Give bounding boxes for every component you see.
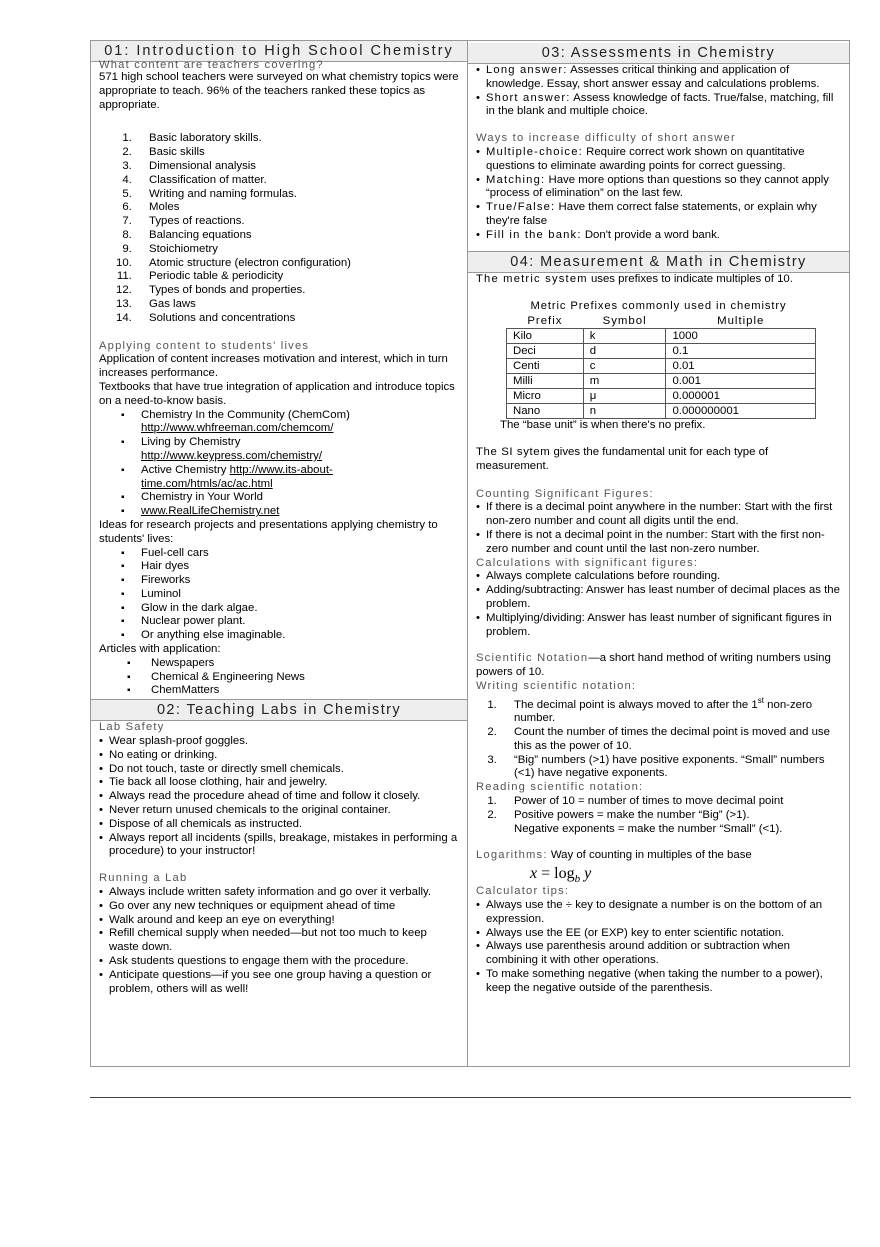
idea-item: ▪ Glow in the dark algae. (141, 602, 459, 616)
writing-step-text: The decimal point is always moved to after the 1 (514, 698, 758, 711)
reading-step: 2. Positive powers = make the number “Big” (>1). Negative exponents = make the number “Small” (<1). (500, 809, 841, 837)
textbooks-list (99, 409, 459, 519)
topic-item: 13. Gas laws (135, 298, 459, 312)
metric-system-desc: uses prefixes to indicate multiples of 10. (587, 272, 793, 285)
topic-item: 5. Writing and naming formulas. (135, 188, 459, 202)
section-04-title: 04: Measurement & Math in Chemistry (468, 251, 849, 273)
textbook-item (141, 464, 459, 492)
difficulty-way-text: Have them correct false statements, or explain why they're false (486, 201, 817, 227)
section-03-title: 03: Assessments in Chemistry (468, 43, 849, 64)
safety-rule: • Tie back all loose clothing, hair and jewelry. (99, 776, 459, 790)
metric-system-label: The metric system (476, 272, 588, 285)
table-row (507, 389, 816, 404)
textbook-name: Living by Chemistry (141, 436, 241, 449)
table-row (507, 344, 816, 359)
formula-base: b (574, 873, 581, 886)
article-item: ▪ ChemMatters (151, 684, 459, 698)
calc-rule: • Always complete calculations before rounding. (476, 570, 841, 584)
topic-item: 12. Types of bonds and properties. (135, 284, 459, 298)
topic-item: 11. Periodic table & periodicity (135, 270, 459, 284)
si-system-desc: gives the fundamental unit for each type of measurement. (476, 445, 769, 472)
logarithms-text (476, 849, 841, 863)
ideas-heading: Ideas for research projects and presentations applying chemistry to students' lives: (99, 518, 438, 545)
table-cell: Centi (507, 359, 584, 374)
safety-rule: • No eating or drinking. (99, 749, 459, 763)
difficulty-way-text: Don't provide a word bank. (581, 228, 720, 241)
metric-system-text (476, 273, 841, 287)
table-cell: c (583, 359, 666, 374)
table-cell: 0.000001 (666, 389, 816, 404)
reading-sci-list (476, 795, 841, 836)
ways-list (476, 146, 841, 243)
lab-safety-heading: Lab Safety (99, 721, 165, 734)
textbook-link[interactable]: www.RealLifeChemistry.net (141, 505, 280, 518)
prefix-table (506, 314, 816, 419)
left-column (91, 41, 468, 1066)
calc-sigfig-heading: Calculations with significant figures: (476, 556, 699, 569)
textbook-name: Active Chemistry (141, 463, 230, 476)
prefix-table-title: Metric Prefixes commonly used in chemistry (530, 300, 787, 313)
safety-rule: • Always read the procedure ahead of time and follow it closely. (99, 790, 459, 804)
writing-step: 2. Count the number of times the decimal point is moved and use this as the power of 10. (500, 726, 841, 754)
difficulty-way (476, 146, 841, 174)
footer-rule (90, 1097, 851, 1098)
counting-sigfig-heading: Counting Significant Figures: (476, 487, 654, 500)
table-cell: 0.001 (666, 374, 816, 389)
applying-text-2: Textbooks that have true integration of application and introduce topics on a need-to-know basis. (99, 380, 455, 407)
running-lab-tip: • Go over any new techniques or equipment ahead of time (99, 900, 459, 914)
table-cell: d (583, 344, 666, 359)
counting-rule: • If there is not a decimal point in the number: Start with the first non-zero number and count until the last non-zero number. (476, 529, 841, 557)
textbook-link[interactable]: http://www.its-about-time.com/htmls/ac/ac.html (141, 463, 333, 490)
safety-rule: • Dispose of all chemicals as instructed. (99, 818, 459, 832)
table-row (507, 374, 816, 389)
difficulty-way (476, 229, 841, 243)
ordinal-superscript: st (757, 695, 764, 705)
idea-item: ▪ Luminol (141, 588, 459, 602)
table-cell: 0.01 (666, 359, 816, 374)
difficulty-way (476, 174, 841, 202)
ideas-list (99, 547, 459, 644)
writing-sci-heading: Writing scientific notation: (476, 679, 637, 692)
topics-list (99, 132, 459, 325)
reference-sheet (90, 40, 850, 1067)
topic-item: 9. Stoichiometry (135, 243, 459, 257)
textbook-item (141, 409, 459, 437)
counting-sigfig-list (476, 501, 841, 556)
difficulty-way (476, 201, 841, 229)
section-01-title: 01: Introduction to High School Chemistry (91, 41, 467, 62)
counting-rule: • If there is a decimal point anywhere in the number: Start with the first non-zero number and count all digits until the end. (476, 501, 841, 529)
si-system-text (476, 446, 841, 474)
answer-type-text: Assesses critical thinking and application of knowledge. Essay, short answer essay and calculations problems. (486, 64, 820, 90)
table-cell: Kilo (507, 329, 584, 344)
textbook-name: Chemistry In the Community (ChemCom) (141, 408, 350, 421)
reading-step: 1. Power of 10 = number of times to move decimal point (500, 795, 841, 809)
answer-type-label: Short answer: (486, 91, 571, 104)
textbook-item (141, 505, 459, 519)
table-row (507, 404, 816, 419)
sci-notation-label: Scientific Notation (476, 652, 589, 665)
table-row (507, 359, 816, 374)
sci-notation-text (476, 652, 841, 680)
running-lab-tip: • Ask students questions to engage them with the procedure. (99, 955, 459, 969)
running-lab-tip: • Walk around and keep an eye on everything! (99, 914, 459, 928)
section-02-title: 02: Teaching Labs in Chemistry (91, 699, 467, 721)
symbol-col-header: Symbol (602, 315, 647, 328)
running-lab-tip: • Always include written safety information and go over it verbally. (99, 886, 459, 900)
log-formula (476, 863, 841, 885)
table-cell: Micro (507, 389, 584, 404)
topic-item: 7. Types of reactions. (135, 215, 459, 229)
running-lab-tip: • Anticipate questions—if you see one group having a question or problem, others will as well! (99, 969, 459, 997)
calculator-tip: • Always use parenthesis around addition or subtraction when combining it with other operations. (476, 940, 841, 968)
table-cell: k (583, 329, 666, 344)
writing-sci-list (476, 694, 841, 782)
table-cell: 0.1 (666, 344, 816, 359)
topic-item: 2. Basic skills (135, 146, 459, 160)
textbook-item (141, 491, 459, 505)
running-lab-heading: Running a Lab (99, 872, 188, 885)
difficulty-way-label: Fill in the bank: (486, 228, 582, 241)
calculator-tip: • Always use the ÷ key to designate a number is on the bottom of an expression. (476, 899, 841, 927)
ways-heading: Ways to increase difficulty of short answer (476, 132, 736, 145)
answer-type (476, 64, 841, 92)
article-item: ▪ Newspapers (151, 657, 459, 671)
textbook-item (141, 436, 459, 464)
topic-item: 8. Balancing equations (135, 229, 459, 243)
idea-item: ▪ Or anything else imaginable. (141, 629, 459, 643)
calculator-tips-heading: Calculator tips: (476, 885, 570, 898)
reading-sci-heading: Reading scientific notation: (476, 781, 644, 794)
sci-notation-desc: —a short hand method of writing numbers using powers of 10. (476, 652, 831, 679)
difficulty-way-text: Require correct work shown on quantitative questions to eliminate awarding points for correct guessing. (486, 145, 805, 172)
table-cell: Nano (507, 404, 584, 419)
topic-item: 4. Classification of matter. (135, 174, 459, 188)
running-lab-list (99, 886, 459, 996)
right-column (468, 41, 849, 1066)
topic-item: 3. Dimensional analysis (135, 160, 459, 174)
safety-rule: • Wear splash-proof goggles. (99, 735, 459, 749)
writing-step (500, 694, 841, 726)
table-cell: Deci (507, 344, 584, 359)
calc-sigfig-list (476, 570, 841, 639)
idea-item: ▪ Hair dyes (141, 560, 459, 574)
calculator-tips-list (476, 899, 841, 996)
articles-list (99, 657, 459, 698)
table-row (507, 329, 816, 344)
calculator-tip: • To make something negative (when taking the number to a power), keep the negative outside of the parenthesis. (476, 968, 841, 996)
article-item: ▪ Chemical & Engineering News (151, 671, 459, 685)
idea-item: ▪ Fuel-cell cars (141, 547, 459, 561)
calc-rule: • Multiplying/dividing: Answer has least number of significant figures in problem. (476, 612, 841, 640)
table-cell: 0.000000001 (666, 404, 816, 419)
safety-rule: • Always report all incidents (spills, breakage, mistakes in performing a procedure) to your instructor! (99, 832, 459, 860)
textbook-link[interactable]: http://www.whfreeman.com/chemcom/ (141, 422, 334, 435)
answer-type-text: Assess knowledge of facts. True/false, matching, fill in the blank and multiple choice. (486, 91, 834, 118)
logarithms-desc: Way of counting in multiples of the base (547, 849, 752, 862)
teacher-survey-text: 571 high school teachers were surveyed on what chemistry topics were appropriate to teach. 96% of the teachers ranked these topics as appropriate. (99, 71, 459, 111)
topic-item: 14. Solutions and concentrations (135, 312, 459, 326)
difficulty-way-text: Have more options than questions so they cannot apply “process of elimination” on the last few. (486, 173, 829, 200)
teacher-survey-heading: What content are teachers covering? (99, 59, 324, 71)
answer-types-list (476, 64, 841, 119)
writing-step-text-end: non-zero number. (514, 698, 813, 725)
table-cell: Milli (507, 374, 584, 389)
safety-rule: • Never return unused chemicals to the original container. (99, 804, 459, 818)
textbook-link[interactable]: http://www.keypress.com/chemistry/ (141, 449, 323, 462)
difficulty-way-label: Matching: (486, 173, 546, 186)
topic-item: 1. Basic laboratory skills. (135, 132, 459, 146)
difficulty-way-label: Multiple-choice: (486, 145, 583, 158)
table-cell: n (583, 404, 666, 419)
articles-heading: Articles with application: (99, 643, 221, 656)
formula-lhs: x (530, 865, 538, 883)
logarithms-label: Logarithms: (476, 849, 548, 862)
prefix-col-header: Prefix (527, 315, 563, 328)
si-system-label: The SI sytem (476, 445, 551, 458)
calc-rule: • Adding/subtracting: Answer has least number of decimal places as the problem. (476, 584, 841, 612)
topic-item: 6. Moles (135, 201, 459, 215)
answer-type-label: Long answer: (486, 64, 568, 76)
calculator-tip: • Always use the EE (or EXP) key to enter scientific notation. (476, 927, 841, 941)
answer-type (476, 92, 841, 120)
difficulty-way-label: True/False: (486, 201, 556, 214)
safety-rule: • Do not touch, taste or directly smell chemicals. (99, 763, 459, 777)
base-unit-note: The “base unit” is when there's no prefix. (500, 419, 706, 432)
topic-item: 10. Atomic structure (electron configuration) (135, 257, 459, 271)
table-cell: m (583, 374, 666, 389)
idea-item: ▪ Fireworks (141, 574, 459, 588)
formula-rhs: y (580, 865, 592, 883)
idea-item: ▪ Nuclear power plant. (141, 615, 459, 629)
running-lab-tip: • Refill chemical supply when needed—but not too much to keep waste down. (99, 927, 459, 955)
textbook-name: Chemistry in Your World (141, 491, 263, 504)
formula-log: = log (537, 865, 575, 883)
table-cell: μ (583, 389, 666, 404)
applying-heading: Applying content to students' lives (99, 339, 310, 352)
applying-text-1: Application of content increases motivation and interest, which in turn increases performance. (99, 353, 448, 380)
writing-step: 3. “Big” numbers (>1) have positive exponents. “Small” numbers (<1) have negative exponents. (500, 754, 841, 782)
lab-safety-list (99, 735, 459, 859)
table-cell: 1000 (666, 329, 816, 344)
multiple-col-header: Multiple (717, 315, 765, 328)
